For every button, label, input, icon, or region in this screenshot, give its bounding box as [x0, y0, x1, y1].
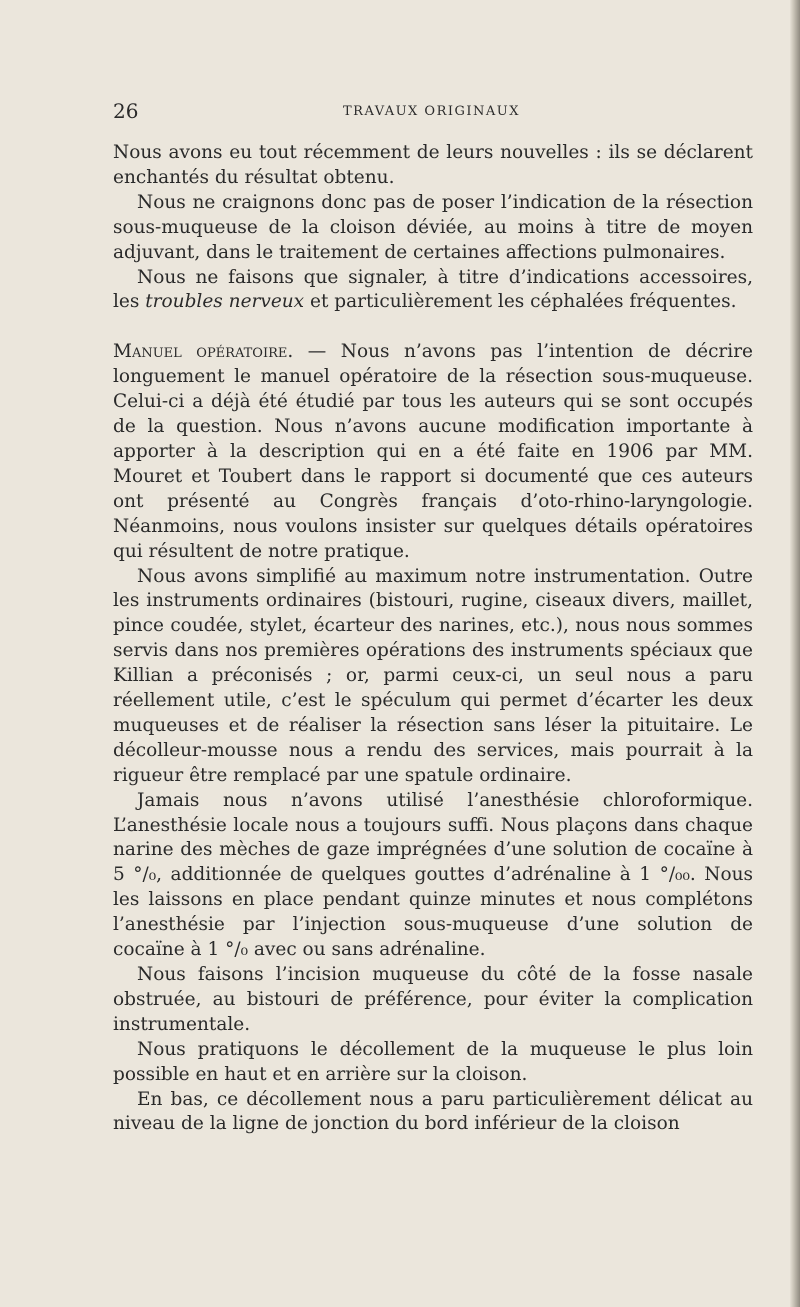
- paragraph-en-bas: En bas, ce décollement nous a paru particulièrement délicat au niveau de la ligne de jonction du bord inférieur de la cloison: [113, 1088, 753, 1135]
- page-number: 26: [113, 99, 139, 123]
- page-header: [113, 98, 753, 128]
- paragraph-2: Nous ne craignons donc pas de poser l’indication de la résection sous-muqueuse de la cloison déviée, au moins à titre de moyen adjuvant, dans le traitement de certaines affections pulmonaires.: [113, 191, 753, 263]
- paragraph-manuel-operatoire: [113, 340, 753, 564]
- paragraph-3-end: et particulièrement les céphalées fréquentes.: [304, 291, 737, 313]
- paragraph-decollement: Nous pratiquons le décollement de la muqueuse le plus loin possible en haut et en arrière sur la cloison.: [113, 1038, 753, 1085]
- running-head: TRAVAUX ORIGINAUX: [343, 104, 521, 119]
- paragraph-instrumentation: Nous avons simplifié au maximum notre instrumentation. Outre les instruments ordinaires (bistouri, rugine, ciseaux divers, maillet, pince coudée, stylet, écarteur des narines, etc.), nous nous sommes servis dans nos premières opérations des instruments spéciaux que Killian a préconisés ; or, parmi ceux-ci, un seul nous a paru réellement utile, c’est le spéculum qui permet d’écarter les deux muqueuses et de réaliser la résection sans léser la pituitaire. Le décolleur-mousse nous a rendu des services, mais pourrait à la rigueur être remplacé par une spatule ordinaire.: [113, 565, 753, 786]
- section-heading: Manuel opératoire.: [113, 341, 294, 363]
- paragraph-3-start: Nous ne faisons que signaler, à titre d’indications accessoires, les: [113, 266, 753, 313]
- paragraph-1: Nous avons eu tout récemment de leurs nouvelles : ils se déclarent enchantés du résultat obtenu.: [113, 142, 753, 188]
- body-text: [113, 141, 753, 1137]
- paragraph-incision: Nous faisons l’incision muqueuse du côté de la fosse nasale obstruée, au bistouri de préférence, pour éviter la complication instrumentale.: [113, 964, 753, 1035]
- paragraph-3: [113, 266, 753, 316]
- paragraph-anesthesie: Jamais nous n’avons utilisé l’anesthésie chloroformique. L’anesthésie locale nous a toujours suffi. Nous plaçons dans chaque narine des mèches de gaze imprégnées d’une solution de cocaïne à 5 °/₀, additionnée de quelques gouttes d’adrénaline à 1 °/₀₀. Nous les laissons en place pendant quinze minutes et nous complétons l’anesthésie par l’injection sous-muqueuse d’une solution de cocaïne à 1 °/₀ avec ou sans adrénaline.: [113, 789, 753, 961]
- section-intro-text: — Nous n’avons pas l’intention de décrire longuement le manuel opératoire de la résection sous-muqueuse. Celui-ci a déjà été étudié par tous les auteurs qui se sont occupés de la question. Nous n’avons aucune modification importante à apporter à la description qui en a été faite en 1906 par MM. Mouret et Toubert dans le rapport si documenté que ces auteurs ont présenté au Congrès français d’oto-rhino-laryngologie. Néanmoins, nous voulons insister sur quelques détails opératoires qui résultent de notre pratique.: [113, 341, 753, 562]
- troubles-nerveux-emphasis: troubles nerveux: [145, 291, 305, 313]
- page-edge-shadow: [790, 0, 800, 1307]
